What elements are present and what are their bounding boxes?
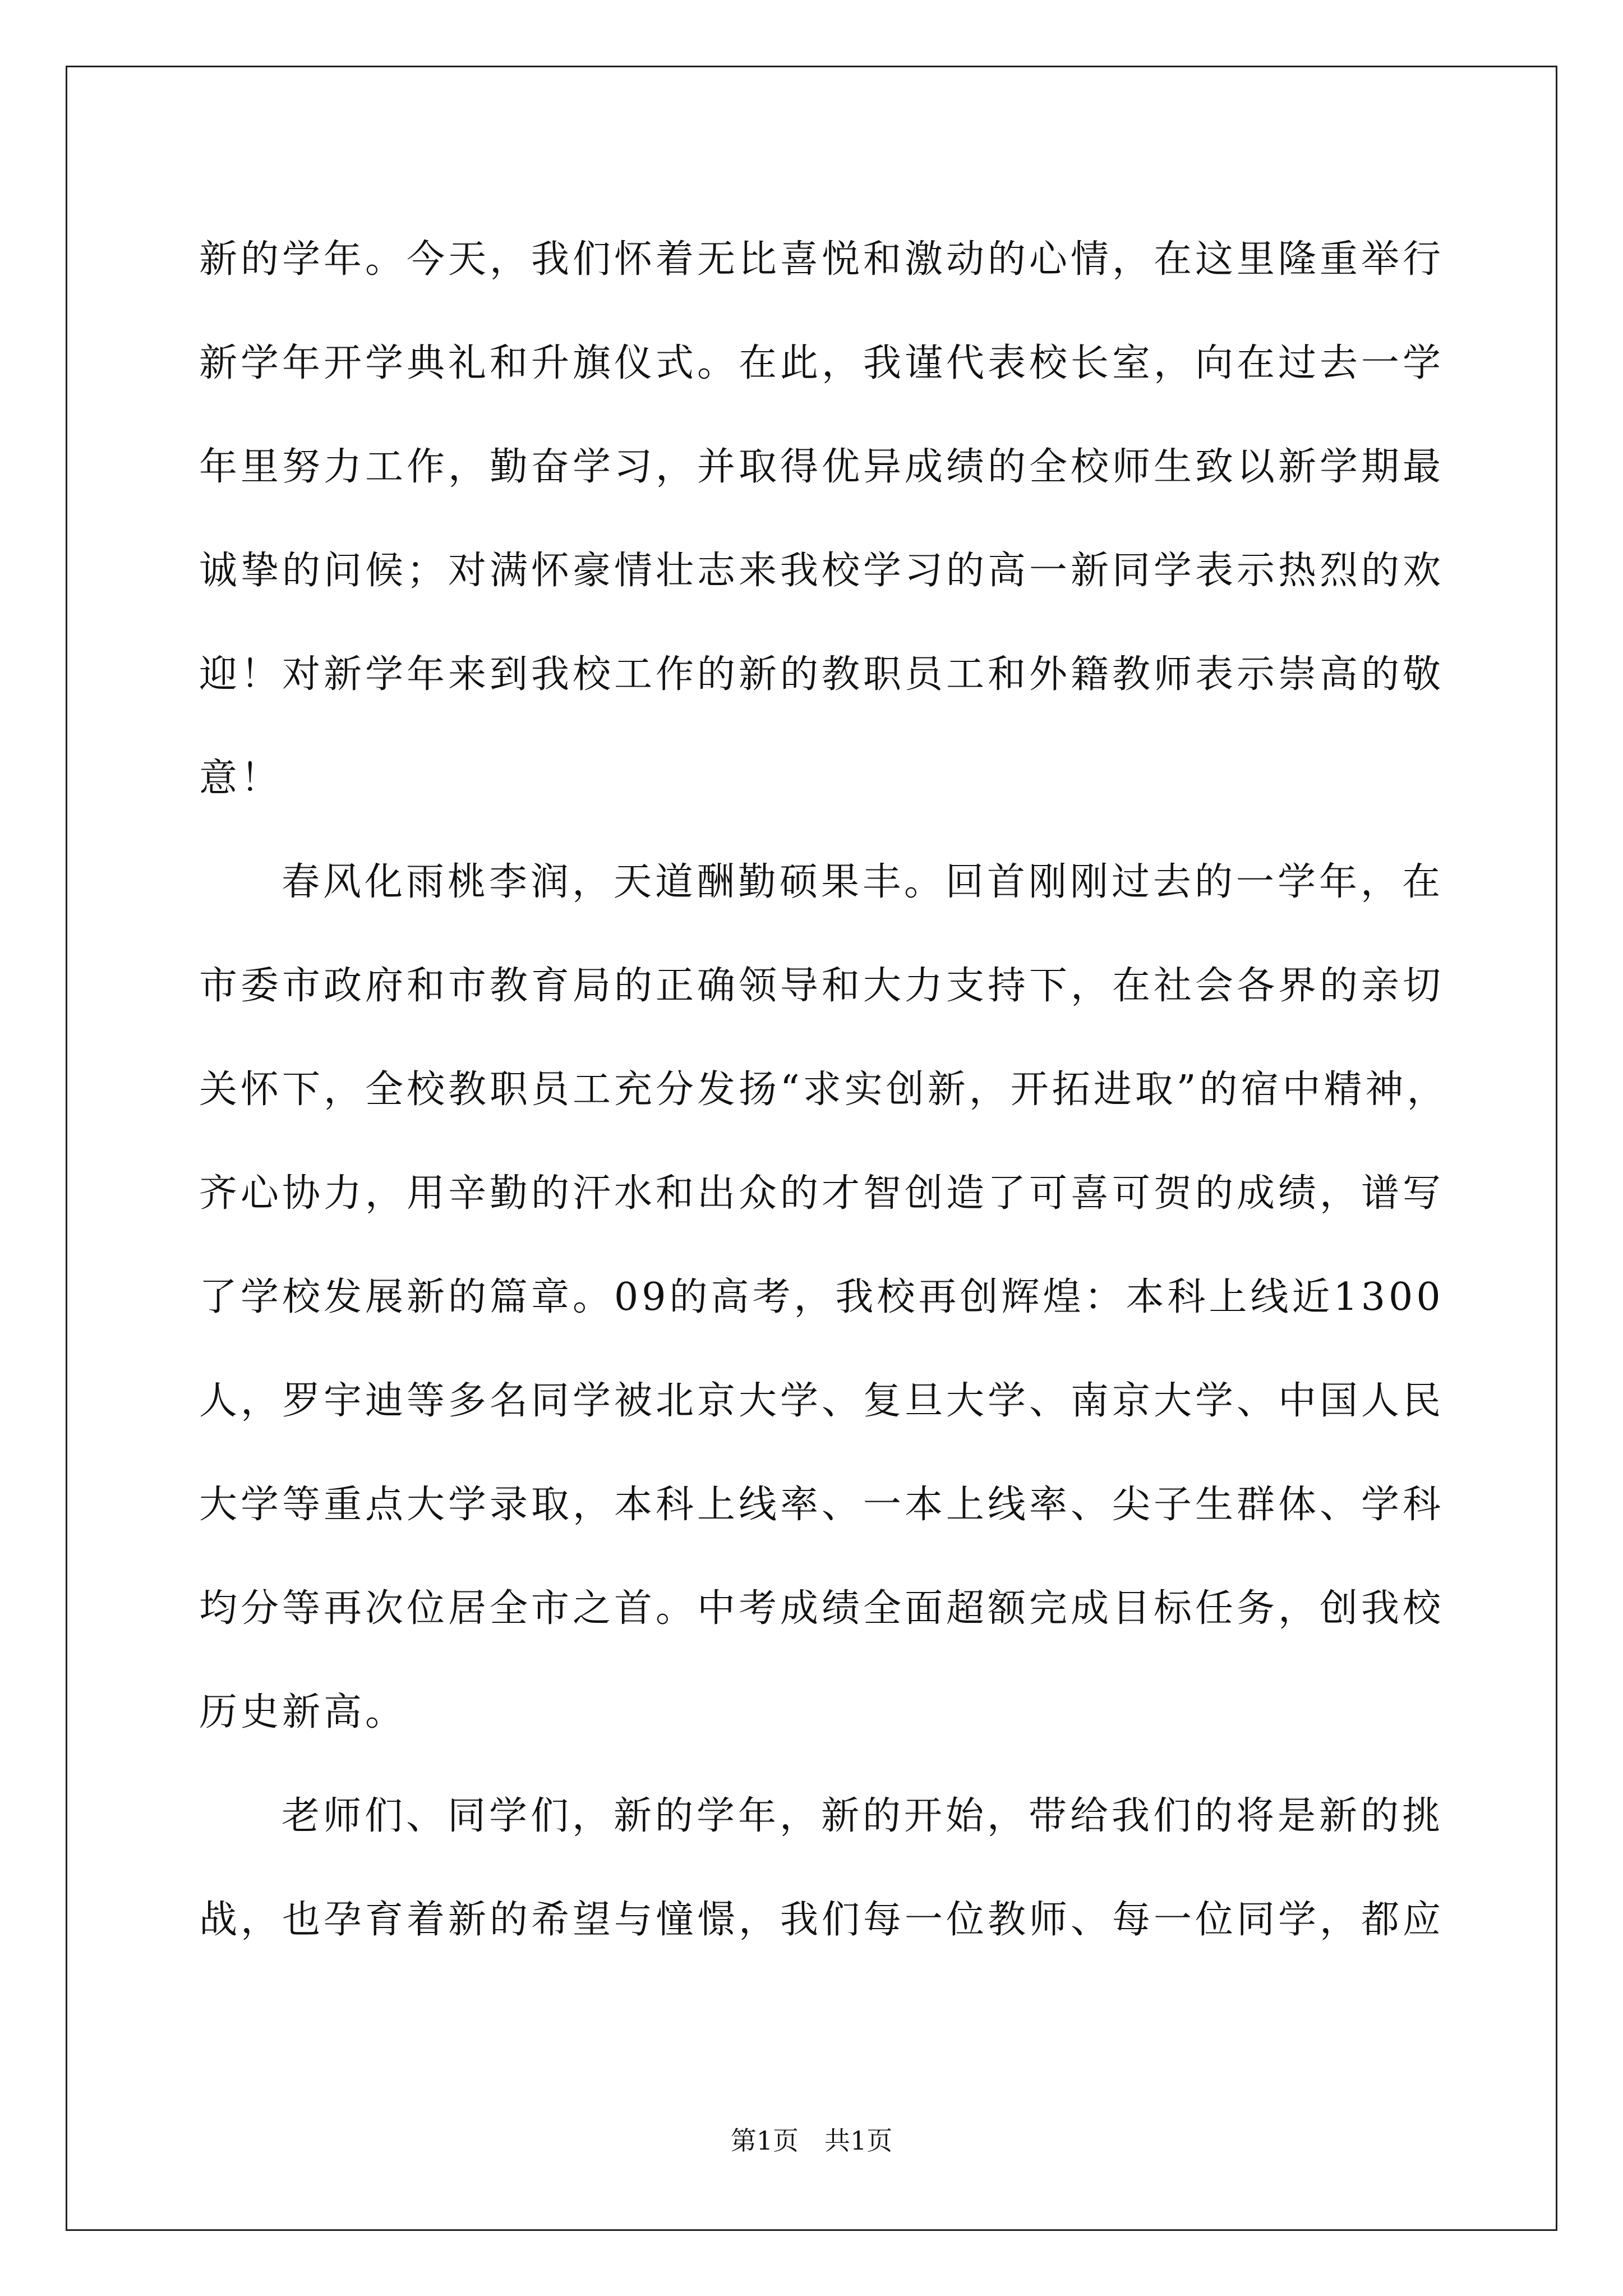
text-line: 新的学年。今天，我们怀着无比喜悦和激动的心情，在这里隆重举行 [199,237,1445,282]
text-line: 人，罗宇迪等多名同学被北京大学、复旦大学、南京大学、中国人民 [199,1379,1445,1423]
text-line: 历史新高。 [199,1690,407,1734]
text-line: 迎！对新学年来到我校工作的新的教职员工和外籍教师表示崇高的敬 [199,652,1445,697]
text-line: 大学等重点大学录取，本科上线率、一本上线率、尖子生群体、学科 [199,1483,1445,1527]
text-line: 战，也孕育着新的希望与憧憬，我们每一位教师、每一位同学，都应 [199,1898,1445,1942]
text-line: 均分等再次位居全市之首。中考成绩全面超额完成目标任务，创我校 [199,1586,1445,1631]
text-line: 新学年开学典礼和升旗仪式。在此，我谨代表校长室，向在过去一学 [199,341,1445,385]
text-line: 市委市政府和市教育局的正确领导和大力支持下，在社会各界的亲切 [199,964,1445,1008]
text-line: 关怀下，全校教职员工充分发扬“求实创新，开拓进取”的宿中精神， [199,1068,1449,1112]
paragraph-first-line: 老师们、同学们，新的学年，新的开始，带给我们的将是新的挑 [282,1794,1444,1838]
paragraph-first-line: 春风化雨桃李润，天道酬勤硕果丰。回首刚刚过去的一学年，在 [282,860,1444,904]
text-line: 意！ [199,756,283,800]
text-line: 了学校发展新的篇章。09的高考，我校再创辉煌：本科上线近1300 [199,1275,1444,1319]
text-line: 齐心协力，用辛勤的汗水和出众的才智创造了可喜可贺的成绩，谱写 [199,1171,1445,1216]
text-line: 诚挚的问候；对满怀豪情壮志来我校学习的高一新同学表示热烈的欢 [199,549,1445,593]
page-number-footer: 第1页 共1页 [730,2125,893,2156]
text-line: 年里努力工作，勤奋学习，并取得优异成绩的全校师生致以新学期最 [199,445,1445,489]
document-body [199,208,1449,1972]
